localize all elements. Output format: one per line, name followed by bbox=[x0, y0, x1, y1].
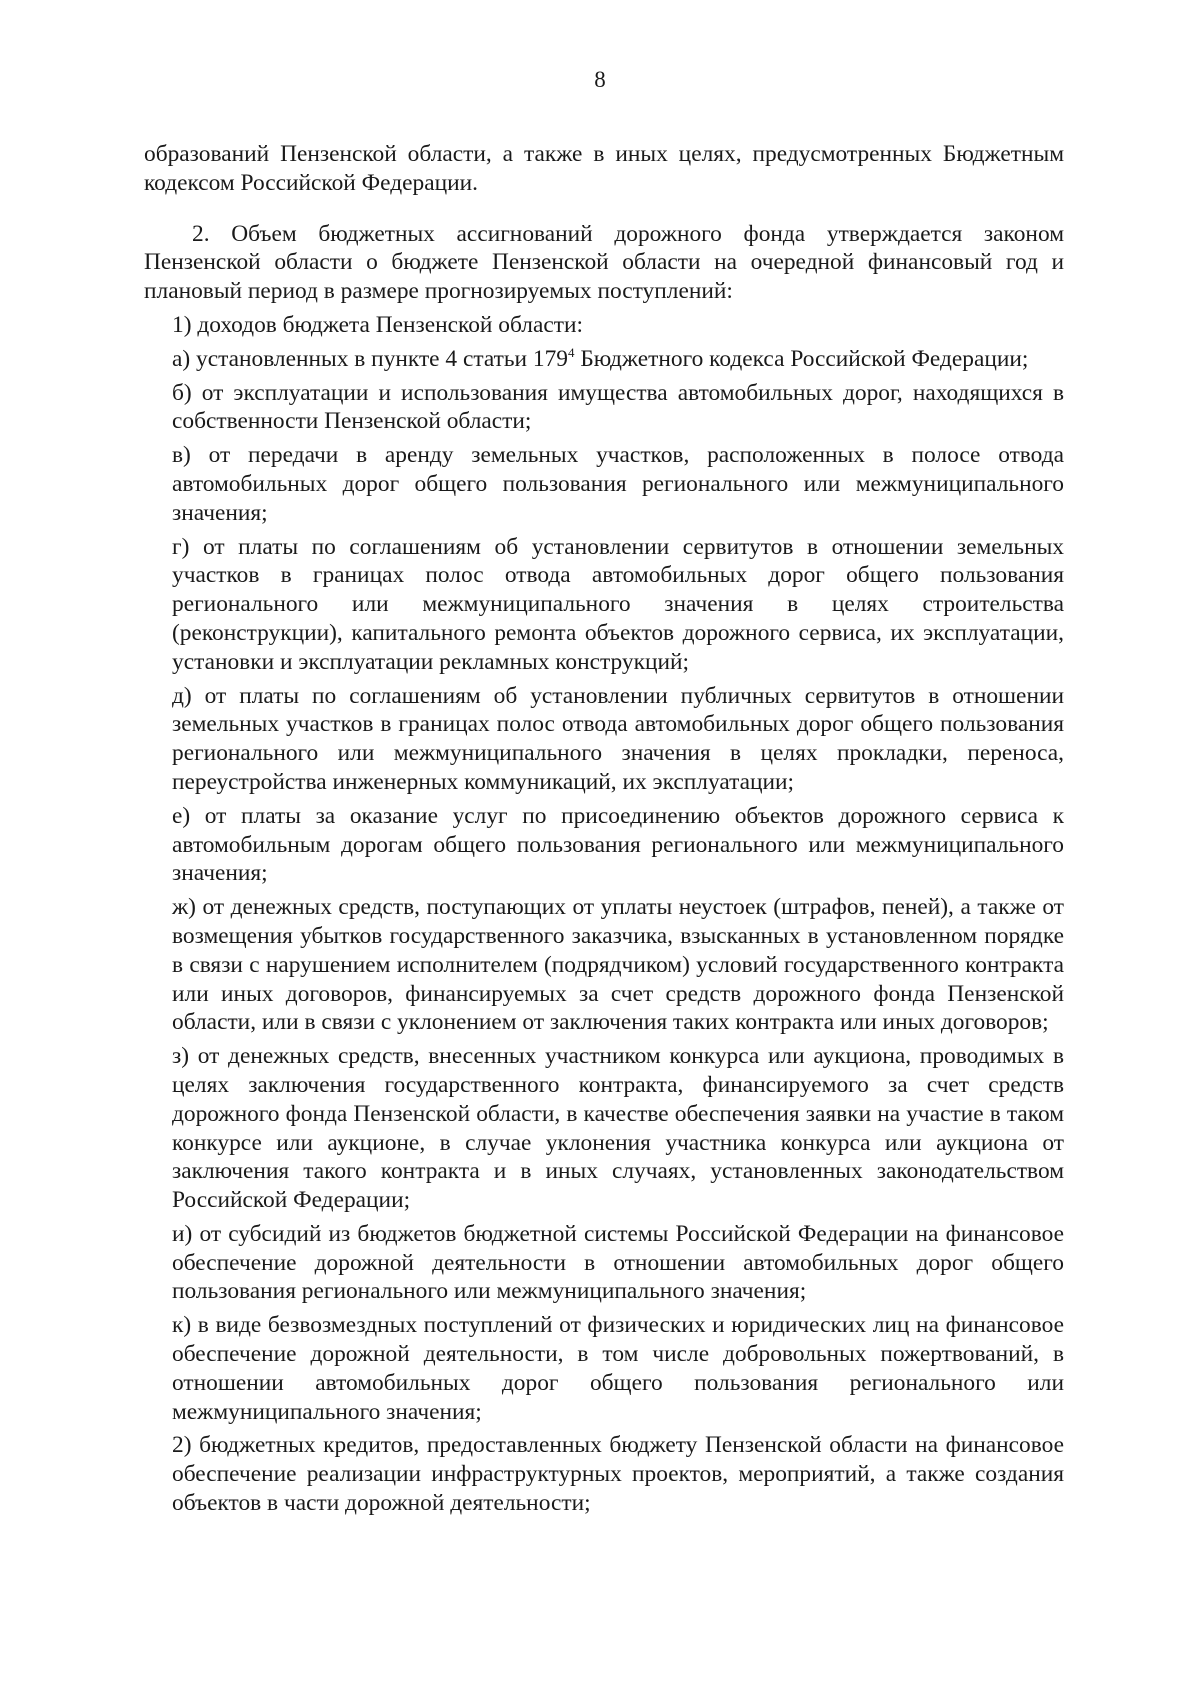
list-item-a bbox=[172, 345, 1064, 374]
list-item-e: е) от платы за оказание услуг по присоединению объектов дорожного сервиса к автомобильным дорогам общего пользования регионального или межмуниципального значения; bbox=[172, 802, 1064, 887]
list-item-v: в) от передачи в аренду земельных участков, расположенных в полосе отвода автомобильных дорог общего пользования регионального или межмуниципального значения; bbox=[172, 442, 1064, 526]
list-item-i: и) от субсидий из бюджетов бюджетной системы Российской Федерации на финансовое обеспечение дорожной деятельности в отношении автомобильных дорог общего пользования регионального или межмуниципального значения; bbox=[172, 1220, 1064, 1305]
list-item-g: г) от платы по соглашениям об установлении сервитутов в отношении земельных участков в границах полос отвода автомобильных дорог общего пользования регионального или межмуниципального значения в целях строительства (реконструкции), капитального ремонта объектов дорожного сервиса, их эксплуатации, установки и эксплуатации рекламных конструкций; bbox=[172, 533, 1064, 675]
list-item-1: 1) доходов бюджета Пензенской области: bbox=[172, 311, 583, 338]
list-item-z: з) от денежных средств, внесенных участником конкурса или аукциона, проводимых в целях заключения государственного контракта, финансируемого за счет средств дорожного фонда Пензенской области, в качестве обеспечения заявки на участие в таком конкурсе или аукционе, в случае уклонения участника конкурса или аукциона от заключения такого контракта и в иных случаях, установленных законодательством Российской Федерации; bbox=[172, 1043, 1064, 1214]
page-number: 8 bbox=[594, 67, 606, 92]
list-item-k: к) в виде безвозмездных поступлений от физических и юридических лиц на финансовое обеспечение дорожной деятельности, в том числе добровольных пожертвований, в отношении автомобильных дорог общего пользования регионального или межмуниципального значения; bbox=[172, 1312, 1064, 1425]
superscript: 4 bbox=[567, 344, 575, 360]
paragraph-2: 2. Объем бюджетных ассигнований дорожного фонда утверждается законом Пензенской области о бюджете Пензенской области на очередной финансовый год и плановый период в размере прогнозируемых поступлений: bbox=[144, 220, 1064, 305]
list-item-2: 2) бюджетных кредитов, предоставленных бюджету Пензенской области на финансовое обеспечение реализации инфраструктурных проектов, мероприятий, а также создания объектов в части дорожной деятельности; bbox=[172, 1432, 1064, 1517]
document-body bbox=[144, 140, 1064, 1518]
paragraph-continuation: образований Пензенской области, а также в иных целях, предусмотренных Бюджетным кодексом Российской Федерации. bbox=[144, 141, 1064, 196]
list-item-a-text: а) установленных в пункте 4 статьи 179 bbox=[172, 345, 568, 372]
list-item-zh: ж) от денежных средств, поступающих от уплаты неустоек (штрафов, пеней), а также от возмещения убытков государственного заказчика, взысканных в установленном порядке в связи с нарушением исполнителем (подрядчиком) условий государственного контракта или иных договоров, финансируемых за счет средств дорожного фонда Пензенской области, или в связи с уклонением от заключения таких контракта или иных договоров; bbox=[172, 894, 1064, 1036]
list-item-b: б) от эксплуатации и использования имущества автомобильных дорог, находящихся в собственности Пензенской области; bbox=[172, 379, 1064, 435]
list-item-a-suffix: Бюджетного кодекса Российской Федерации; bbox=[574, 345, 1029, 372]
list-item-d: д) от платы по соглашениям об установлении публичных сервитутов в отношении земельных участков в границах полос отвода автомобильных дорог общего пользования регионального или межмуниципального значения в целях прокладки, переноса, переустройства инженерных коммуникаций, их эксплуатации; bbox=[172, 682, 1064, 795]
